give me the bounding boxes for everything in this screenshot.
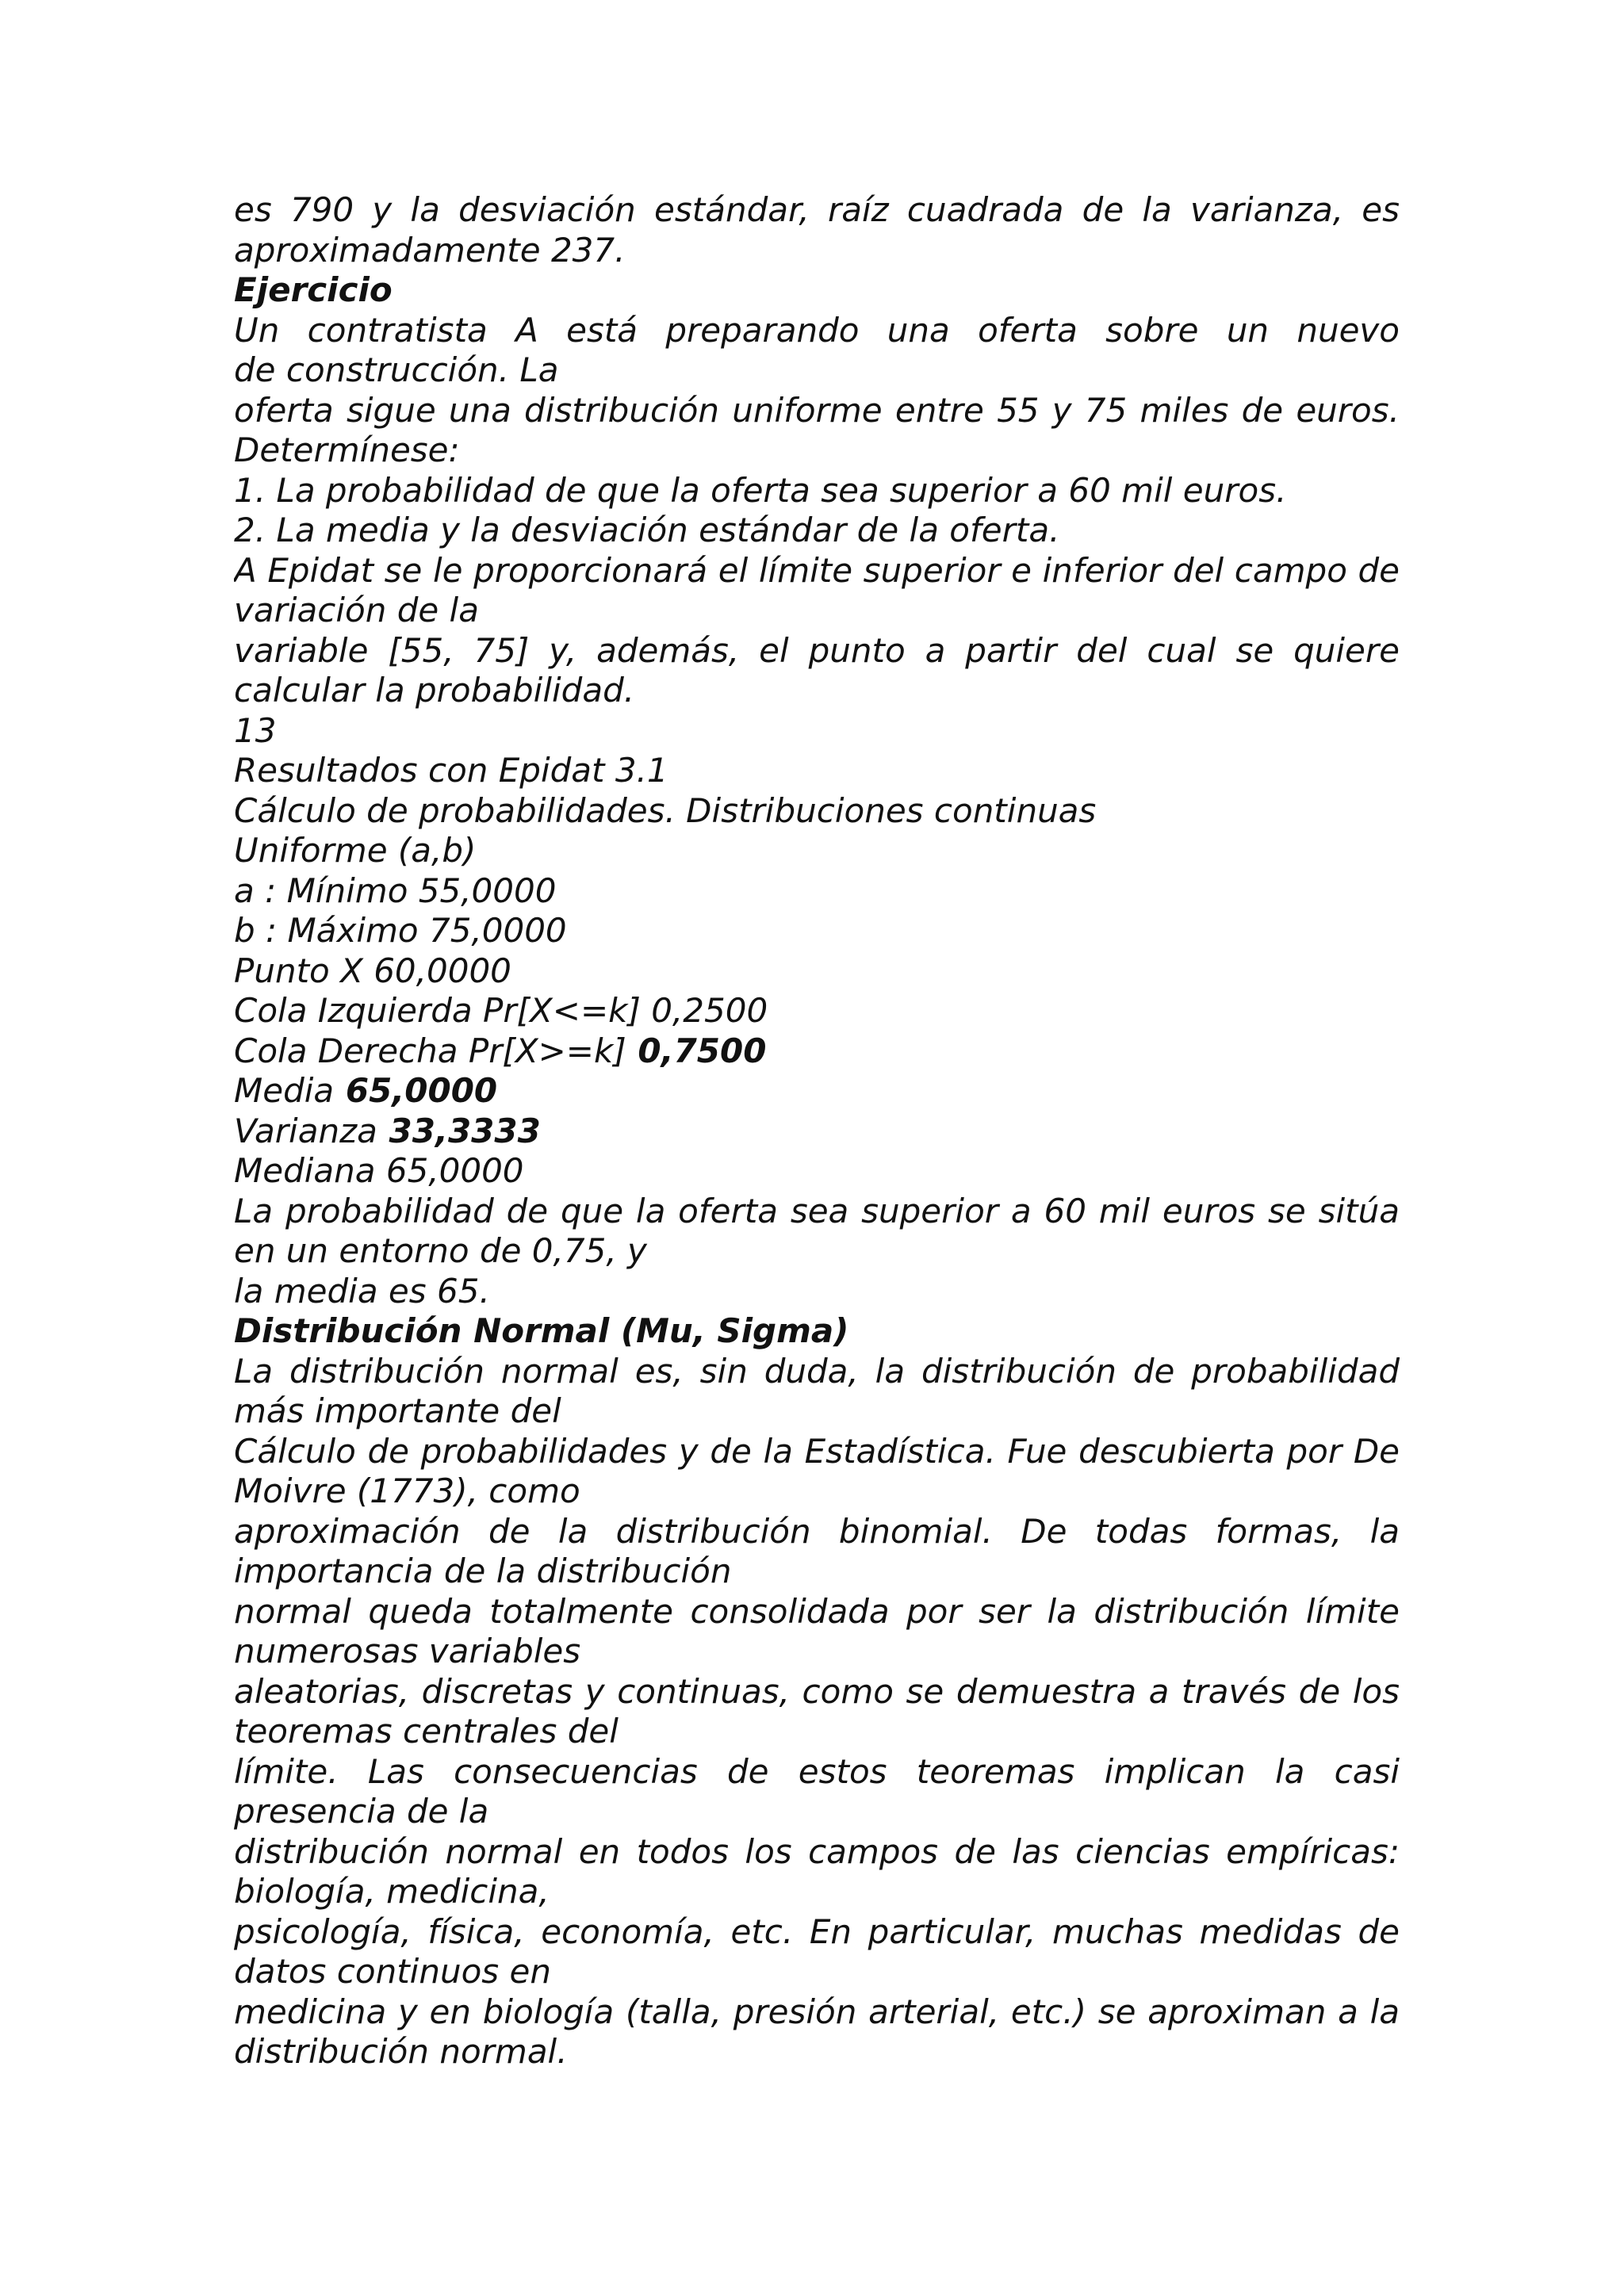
text-line: la media es 65.	[234, 1271, 490, 1311]
text-block-intro	[234, 190, 1400, 1031]
result-mean	[234, 1071, 1400, 1112]
result-variance	[234, 1112, 1400, 1152]
text-line: biología, medicina,	[234, 1872, 550, 1911]
text-line: en un entorno de 0,75, y	[234, 1231, 647, 1270]
text-line: medicina y en biología (talla, presión arterial, etc.) se aproximan a la	[234, 1992, 1400, 2031]
text-line: distribución normal.	[234, 2032, 568, 2071]
right-tail-value: 0,7500	[638, 1031, 767, 1070]
text-line: datos continuos en	[234, 1952, 551, 1991]
text-line: límite. Las consecuencias de estos teoremas implican la casi	[234, 1751, 1400, 1791]
text-line: más importante del	[234, 1391, 561, 1430]
text-line: distribución normal en todos los campos de las ciencias empíricas:	[234, 1831, 1400, 1871]
result-right-tail	[234, 1031, 1400, 1072]
text-block-normal-distribution	[234, 1192, 1400, 2072]
text-line: A Epidat se le proporcionará el límite superior e inferior del campo de	[234, 550, 1400, 590]
text-line: Resultados con Epidat 3.1	[234, 751, 668, 790]
text-line: aproximadamente 237.	[234, 230, 626, 270]
text-line: variable [55, 75] y, además, el punto a partir del cual se quiere	[234, 630, 1400, 670]
text-line: Cálculo de probabilidades. Distribuciones continuas	[234, 790, 1097, 830]
text-line: numerosas variables	[234, 1632, 581, 1670]
text-line: Un contratista A está preparando una oferta sobre un nuevo	[234, 310, 1400, 350]
text-line: La distribución normal es, sin duda, la distribución de probabilidad	[234, 1351, 1400, 1391]
text-line: Determínese:	[234, 430, 460, 469]
text-line: importancia de la distribución	[234, 1552, 732, 1590]
text-line: presencia de la	[234, 1792, 489, 1831]
text-line: Uniforme (a,b)	[234, 831, 477, 870]
text-line: Moivre (1773), como	[234, 1471, 580, 1510]
section-heading: Ejercicio	[234, 270, 393, 309]
result-median: Mediana 65,0000	[234, 1151, 524, 1190]
text-line: Punto X 60,0000	[234, 951, 511, 990]
text-line: aproximación de la distribución binomial. De todas formas, la	[234, 1511, 1400, 1551]
text-line: La probabilidad de que la oferta sea superior a 60 mil euros se sitúa	[234, 1191, 1400, 1230]
variance-value: 33,3333	[389, 1111, 541, 1150]
text-line: a : Mínimo 55,0000	[234, 871, 557, 910]
text-line: aleatorias, discretas y continuas, como se demuestra a través de los	[234, 1671, 1400, 1711]
variance-label: Varianza	[234, 1111, 377, 1150]
text-line: normal queda totalmente consolidada por ser la distribución límite	[234, 1591, 1400, 1631]
text-line: 1. La probabilidad de que la oferta sea superior a 60 mil euros.	[234, 470, 1287, 510]
text-line: es 790 y la desviación estándar, raíz cuadrada de la varianza, es	[234, 190, 1400, 229]
document-page	[234, 190, 1400, 2072]
section-heading: Distribución Normal (Mu, Sigma)	[234, 1311, 849, 1350]
text-line: b : Máximo 75,0000	[234, 911, 567, 950]
text-line: oferta sigue una distribución uniforme entre 55 y 75 miles de euros.	[234, 390, 1400, 430]
text-line: teoremas centrales del	[234, 1712, 619, 1751]
text-line: 2. La media y la desviación estándar de la oferta.	[234, 511, 1060, 549]
text-line: de construcción. La	[234, 350, 559, 389]
text-line: Cálculo de probabilidades y de la Estadística. Fue descubierta por De	[234, 1431, 1400, 1471]
mean-label: Media	[234, 1071, 335, 1110]
text-line: psicología, física, economía, etc. En particular, muchas medidas de	[234, 1911, 1400, 1951]
text-line: 13	[234, 710, 277, 750]
right-tail-label: Cola Derecha Pr[X>=k]	[234, 1031, 626, 1070]
text-line: Cola Izquierda Pr[X<=k] 0,2500	[234, 991, 768, 1030]
text-line: variación de la	[234, 591, 479, 629]
text-line: calcular la probabilidad.	[234, 671, 635, 710]
mean-value: 65,0000	[345, 1071, 498, 1110]
